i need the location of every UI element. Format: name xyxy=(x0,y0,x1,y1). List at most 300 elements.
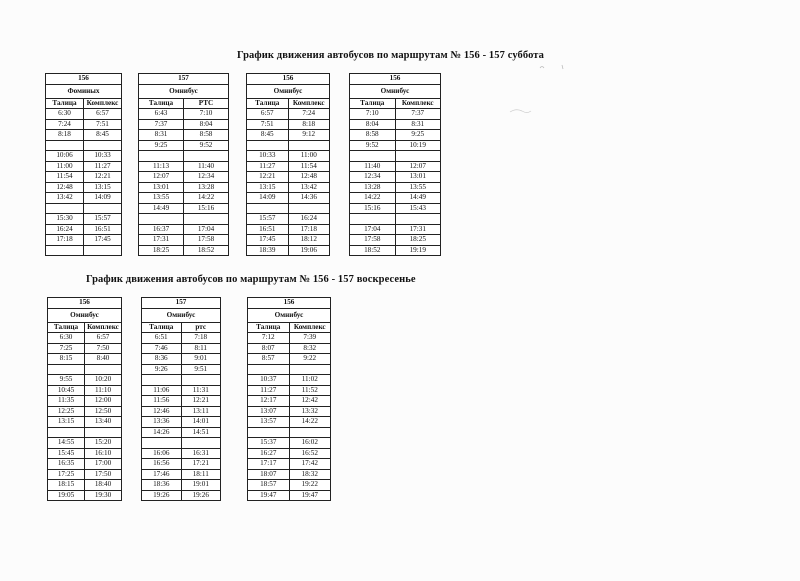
return-time: 12:34 xyxy=(184,172,229,183)
table-row xyxy=(350,182,441,193)
departure-time: 8:36 xyxy=(142,354,182,365)
table-row xyxy=(247,119,330,130)
carrier-name: Омнибус xyxy=(350,84,441,98)
departure-time: 12:21 xyxy=(247,172,289,183)
return-time: 10:33 xyxy=(84,151,122,162)
return-time xyxy=(288,203,330,214)
return-time xyxy=(85,427,122,438)
departure-time: 6:30 xyxy=(46,109,84,120)
return-time: 16:31 xyxy=(181,448,221,459)
table-row xyxy=(46,193,122,204)
table-row xyxy=(139,161,229,172)
departure-time: 13:28 xyxy=(350,182,396,193)
table-row xyxy=(350,193,441,204)
table-row xyxy=(48,417,122,428)
return-time: 13:55 xyxy=(395,182,441,193)
return-time: 16:51 xyxy=(84,224,122,235)
return-time: 18:12 xyxy=(288,235,330,246)
departure-time xyxy=(46,245,84,256)
table-row xyxy=(48,406,122,417)
return-time xyxy=(288,140,330,151)
return-time: 7:39 xyxy=(289,333,331,344)
return-time: 13:42 xyxy=(288,182,330,193)
departure-time: 12:48 xyxy=(46,182,84,193)
carrier-name: Омнибус xyxy=(142,308,221,322)
break-row xyxy=(247,203,330,214)
table-row xyxy=(248,396,331,407)
table-row xyxy=(48,333,122,344)
return-time: 10:19 xyxy=(395,140,441,151)
return-time: 9:12 xyxy=(288,130,330,141)
column-header-to: Комплекс xyxy=(395,98,441,109)
departure-time: 11:56 xyxy=(142,396,182,407)
table-row xyxy=(247,245,330,256)
column-header-row xyxy=(247,98,330,109)
return-time: 18:11 xyxy=(181,469,221,480)
departure-time: 16:37 xyxy=(139,224,184,235)
route-row xyxy=(48,298,122,309)
carrier-name: Фоминых xyxy=(46,84,122,98)
return-time xyxy=(395,151,441,162)
departure-time: 12:07 xyxy=(139,172,184,183)
departure-time xyxy=(247,203,289,214)
departure-time: 18:25 xyxy=(139,245,184,256)
carrier-row xyxy=(350,84,441,98)
table-row xyxy=(139,224,229,235)
departure-time: 16:35 xyxy=(48,459,85,470)
table-row xyxy=(247,214,330,225)
return-time xyxy=(289,427,331,438)
return-time: 9:52 xyxy=(184,140,229,151)
table-row xyxy=(248,333,331,344)
departure-time xyxy=(46,203,84,214)
return-time: 6:57 xyxy=(84,109,122,120)
return-time: 8:04 xyxy=(184,119,229,130)
return-time: 8:32 xyxy=(289,343,331,354)
return-time: 9:01 xyxy=(181,354,221,365)
table-row xyxy=(142,364,221,375)
return-time: 7:50 xyxy=(85,343,122,354)
departure-time: 18:52 xyxy=(350,245,396,256)
column-header-from: Талица xyxy=(46,98,84,109)
departure-time: 13:36 xyxy=(142,417,182,428)
departure-time: 15:57 xyxy=(247,214,289,225)
departure-time: 17:58 xyxy=(350,235,396,246)
departure-time xyxy=(350,151,396,162)
departure-time xyxy=(48,427,85,438)
sunday-title: График движения автобусов по маршрутам № 156 - 157 воскресенье xyxy=(86,274,416,285)
departure-time: 10:45 xyxy=(48,385,85,396)
return-time xyxy=(84,140,122,151)
table-row xyxy=(248,490,331,501)
table-row xyxy=(139,172,229,183)
return-time: 18:32 xyxy=(289,469,331,480)
route-number: 157 xyxy=(142,298,221,309)
departure-time: 12:34 xyxy=(350,172,396,183)
departure-time: 13:15 xyxy=(48,417,85,428)
saturday-table-156-fominykh xyxy=(45,73,122,256)
table-row xyxy=(248,354,331,365)
return-time: 15:20 xyxy=(85,438,122,449)
return-time xyxy=(289,364,331,375)
break-row xyxy=(48,364,122,375)
return-time: 17:42 xyxy=(289,459,331,470)
carrier-name: Омнибус xyxy=(48,308,122,322)
saturday-title: График движения автобусов по маршрутам № 156 - 157 суббота xyxy=(237,50,545,61)
departure-time: 7:24 xyxy=(46,119,84,130)
return-time: 12:48 xyxy=(288,172,330,183)
table-row xyxy=(46,214,122,225)
return-time: 7:37 xyxy=(395,109,441,120)
return-time: 13:32 xyxy=(289,406,331,417)
return-time: 19:26 xyxy=(181,490,221,501)
route-number: 156 xyxy=(48,298,122,309)
departure-time: 6:30 xyxy=(48,333,85,344)
break-row xyxy=(142,438,221,449)
column-header-from: Талица xyxy=(248,322,290,333)
departure-time: 14:49 xyxy=(139,203,184,214)
departure-time: 9:25 xyxy=(139,140,184,151)
carrier-row xyxy=(142,308,221,322)
departure-time: 17:04 xyxy=(350,224,396,235)
return-time: 17:18 xyxy=(288,224,330,235)
route-number: 156 xyxy=(248,298,331,309)
departure-time: 8:07 xyxy=(248,343,290,354)
return-time: 11:02 xyxy=(289,375,331,386)
departure-time: 13:42 xyxy=(46,193,84,204)
return-time: 6:57 xyxy=(85,333,122,344)
break-row xyxy=(247,140,330,151)
return-time: 8:40 xyxy=(85,354,122,365)
departure-time: 6:57 xyxy=(247,109,289,120)
return-time: 13:15 xyxy=(84,182,122,193)
table-row xyxy=(48,438,122,449)
return-time: 17:31 xyxy=(395,224,441,235)
return-time: 11:40 xyxy=(184,161,229,172)
return-time: 12:21 xyxy=(84,172,122,183)
table-row xyxy=(350,245,441,256)
column-header-from: Талица xyxy=(247,98,289,109)
table-row xyxy=(139,193,229,204)
table-row xyxy=(48,490,122,501)
return-time: 13:28 xyxy=(184,182,229,193)
return-time: 7:10 xyxy=(184,109,229,120)
departure-time xyxy=(46,140,84,151)
departure-time xyxy=(142,375,182,386)
break-row xyxy=(48,427,122,438)
departure-time xyxy=(248,427,290,438)
departure-time: 13:01 xyxy=(139,182,184,193)
departure-time: 16:06 xyxy=(142,448,182,459)
table-row xyxy=(142,490,221,501)
sunday-table-156-omnibus-b xyxy=(247,297,331,501)
return-time: 14:51 xyxy=(181,427,221,438)
route-number: 156 xyxy=(350,74,441,85)
carrier-name: Омнибус xyxy=(247,84,330,98)
return-time: 17:58 xyxy=(184,235,229,246)
table-row xyxy=(46,151,122,162)
column-header-from: Талица xyxy=(350,98,396,109)
departure-time xyxy=(139,151,184,162)
return-time: 17:21 xyxy=(181,459,221,470)
table-row xyxy=(48,448,122,459)
carrier-row xyxy=(247,84,330,98)
return-time: 15:57 xyxy=(84,214,122,225)
return-time: 14:01 xyxy=(181,417,221,428)
break-row xyxy=(350,214,441,225)
return-time: 11:00 xyxy=(288,151,330,162)
table-row xyxy=(46,109,122,120)
column-header-to: Комплекс xyxy=(84,98,122,109)
break-row xyxy=(139,151,229,162)
return-time: 19:19 xyxy=(395,245,441,256)
route-number: 156 xyxy=(247,74,330,85)
table-row xyxy=(48,354,122,365)
return-time: 18:25 xyxy=(395,235,441,246)
column-header-to: Комплекс xyxy=(85,322,122,333)
departure-time: 18:39 xyxy=(247,245,289,256)
route-number: 156 xyxy=(46,74,122,85)
table-row xyxy=(350,161,441,172)
sunday-table-156-omnibus-a xyxy=(47,297,122,501)
departure-time: 13:57 xyxy=(248,417,290,428)
return-time: 15:43 xyxy=(395,203,441,214)
return-time: 14:36 xyxy=(288,193,330,204)
table-row xyxy=(139,140,229,151)
departure-time: 18:15 xyxy=(48,480,85,491)
departure-time: 18:07 xyxy=(248,469,290,480)
table-row xyxy=(247,224,330,235)
break-row xyxy=(248,364,331,375)
departure-time: 15:30 xyxy=(46,214,84,225)
departure-time xyxy=(247,140,289,151)
departure-time: 6:51 xyxy=(142,333,182,344)
saturday-table-156-omnibus-b xyxy=(349,73,441,256)
departure-time: 11:13 xyxy=(139,161,184,172)
departure-time: 19:05 xyxy=(48,490,85,501)
saturday-table-157-omnibus xyxy=(138,73,229,256)
departure-time: 14:22 xyxy=(350,193,396,204)
return-time: 10:20 xyxy=(85,375,122,386)
route-row xyxy=(142,298,221,309)
table-row xyxy=(350,224,441,235)
table-row xyxy=(248,448,331,459)
table-row xyxy=(139,109,229,120)
table-row xyxy=(142,354,221,365)
departure-time xyxy=(350,214,396,225)
table-row xyxy=(139,245,229,256)
return-time: 14:22 xyxy=(184,193,229,204)
table-row xyxy=(139,119,229,130)
route-row xyxy=(350,74,441,85)
departure-time: 17:25 xyxy=(48,469,85,480)
table-row xyxy=(248,417,331,428)
table-row xyxy=(46,161,122,172)
return-time: 9:51 xyxy=(181,364,221,375)
departure-time: 16:56 xyxy=(142,459,182,470)
return-time: 16:10 xyxy=(85,448,122,459)
table-row xyxy=(48,469,122,480)
departure-time: 19:47 xyxy=(248,490,290,501)
return-time: 13:11 xyxy=(181,406,221,417)
table-row xyxy=(48,480,122,491)
table-row xyxy=(248,438,331,449)
column-header-to: Комплекс xyxy=(289,322,331,333)
break-row xyxy=(350,151,441,162)
departure-time: 15:45 xyxy=(48,448,85,459)
departure-time: 17:31 xyxy=(139,235,184,246)
return-time xyxy=(184,151,229,162)
route-row xyxy=(248,298,331,309)
table-row xyxy=(142,469,221,480)
departure-time: 7:46 xyxy=(142,343,182,354)
table-row xyxy=(139,203,229,214)
column-header-row xyxy=(139,98,229,109)
table-row xyxy=(48,396,122,407)
departure-time xyxy=(142,438,182,449)
departure-time: 8:18 xyxy=(46,130,84,141)
return-time: 16:02 xyxy=(289,438,331,449)
return-time: 13:40 xyxy=(85,417,122,428)
table-row xyxy=(48,343,122,354)
return-time: 15:16 xyxy=(184,203,229,214)
return-time: 17:00 xyxy=(85,459,122,470)
table-row xyxy=(139,130,229,141)
table-row xyxy=(247,172,330,183)
table-row xyxy=(350,109,441,120)
table-row xyxy=(142,333,221,344)
return-time: 11:27 xyxy=(84,161,122,172)
return-time: 13:01 xyxy=(395,172,441,183)
return-time: 19:30 xyxy=(85,490,122,501)
return-time: 16:24 xyxy=(288,214,330,225)
return-time: 19:47 xyxy=(289,490,331,501)
return-time: 9:22 xyxy=(289,354,331,365)
return-time: 11:54 xyxy=(288,161,330,172)
departure-time: 6:43 xyxy=(139,109,184,120)
departure-time: 11:00 xyxy=(46,161,84,172)
break-row xyxy=(46,203,122,214)
column-header-row xyxy=(248,322,331,333)
table-row xyxy=(48,385,122,396)
table-row xyxy=(247,130,330,141)
table-row xyxy=(350,203,441,214)
departure-time: 17:46 xyxy=(142,469,182,480)
column-header-row xyxy=(48,322,122,333)
departure-time: 13:07 xyxy=(248,406,290,417)
table-row xyxy=(248,375,331,386)
return-time: 8:58 xyxy=(184,130,229,141)
table-row xyxy=(139,182,229,193)
return-time: 11:10 xyxy=(85,385,122,396)
table-row xyxy=(248,343,331,354)
table-row xyxy=(248,480,331,491)
departure-time xyxy=(248,364,290,375)
departure-time: 19:26 xyxy=(142,490,182,501)
column-header-to: ртс xyxy=(181,322,221,333)
departure-time: 16:27 xyxy=(248,448,290,459)
departure-time: 7:10 xyxy=(350,109,396,120)
table-row xyxy=(248,469,331,480)
route-row xyxy=(139,74,229,85)
table-row xyxy=(248,406,331,417)
departure-time: 16:51 xyxy=(247,224,289,235)
table-row xyxy=(350,119,441,130)
departure-time: 8:15 xyxy=(48,354,85,365)
return-time: 8:31 xyxy=(395,119,441,130)
carrier-name: Омнибус xyxy=(248,308,331,322)
departure-time: 16:24 xyxy=(46,224,84,235)
return-time: 18:52 xyxy=(184,245,229,256)
departure-time: 14:09 xyxy=(247,193,289,204)
departure-time: 11:06 xyxy=(142,385,182,396)
table-row xyxy=(142,385,221,396)
return-time: 9:25 xyxy=(395,130,441,141)
table-row xyxy=(46,235,122,246)
departure-time: 14:55 xyxy=(48,438,85,449)
table-row xyxy=(142,406,221,417)
table-row xyxy=(46,172,122,183)
break-row xyxy=(248,427,331,438)
carrier-row xyxy=(139,84,229,98)
table-row xyxy=(350,140,441,151)
break-row xyxy=(46,245,122,256)
table-row xyxy=(247,151,330,162)
departure-time: 13:15 xyxy=(247,182,289,193)
departure-time: 12:25 xyxy=(48,406,85,417)
departure-time: 8:58 xyxy=(350,130,396,141)
table-row xyxy=(48,375,122,386)
departure-time: 15:16 xyxy=(350,203,396,214)
departure-time xyxy=(139,214,184,225)
departure-time: 7:12 xyxy=(248,333,290,344)
return-time xyxy=(395,214,441,225)
departure-time: 11:40 xyxy=(350,161,396,172)
departure-time: 12:17 xyxy=(248,396,290,407)
table-row xyxy=(46,130,122,141)
return-time xyxy=(181,375,221,386)
departure-time: 11:54 xyxy=(46,172,84,183)
table-row xyxy=(139,235,229,246)
return-time: 19:01 xyxy=(181,480,221,491)
departure-time: 11:35 xyxy=(48,396,85,407)
return-time: 17:50 xyxy=(85,469,122,480)
return-time xyxy=(84,245,122,256)
return-time: 17:04 xyxy=(184,224,229,235)
return-time: 12:42 xyxy=(289,396,331,407)
return-time: 12:07 xyxy=(395,161,441,172)
return-time: 8:18 xyxy=(288,119,330,130)
return-time: 19:06 xyxy=(288,245,330,256)
return-time: 7:24 xyxy=(288,109,330,120)
carrier-row xyxy=(48,308,122,322)
departure-time: 13:55 xyxy=(139,193,184,204)
column-header-to: РТС xyxy=(184,98,229,109)
column-header-row xyxy=(350,98,441,109)
carrier-row xyxy=(46,84,122,98)
table-row xyxy=(142,459,221,470)
return-time xyxy=(85,364,122,375)
table-row xyxy=(350,130,441,141)
departure-time: 8:45 xyxy=(247,130,289,141)
departure-time: 9:55 xyxy=(48,375,85,386)
table-row xyxy=(142,417,221,428)
departure-time: 17:17 xyxy=(248,459,290,470)
departure-time: 10:37 xyxy=(248,375,290,386)
table-row xyxy=(247,182,330,193)
return-time: 14:49 xyxy=(395,193,441,204)
table-row xyxy=(247,193,330,204)
